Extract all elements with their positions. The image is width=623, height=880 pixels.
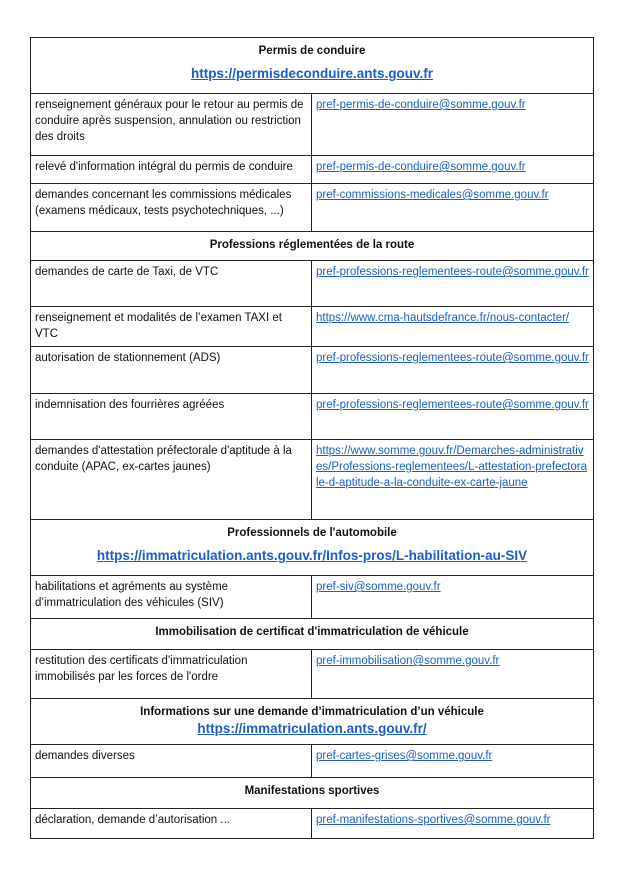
contact-link[interactable]: pref-cartes-grises@somme.gouv.fr (316, 750, 493, 762)
section-header-immobilisation (31, 619, 594, 650)
table-row (31, 184, 594, 232)
row-label: habilitations et agréments au système d’immatriculation des véhicules (SIV) (31, 576, 312, 619)
row-label: demandes concernant les commissions médicales (examens médicaux, tests psychotechniques, ...) (31, 184, 312, 232)
section-title: Immobilisation de certificat d'immatriculation de véhicule (155, 626, 469, 638)
table-row (31, 650, 594, 699)
contact-link[interactable]: pref-permis-de-conduire@somme.gouv.fr (316, 99, 526, 111)
section-title: Permis de conduire (258, 45, 366, 57)
contact-link[interactable]: pref-professions-reglementees-route@somme.gouv.fr (316, 352, 589, 364)
table-row (31, 394, 594, 440)
section-header-immatriculation (31, 699, 594, 745)
table-row (31, 156, 594, 184)
table-row (31, 347, 594, 394)
section-title: Informations sur une demande d’immatriculation d’un véhicule (140, 706, 484, 718)
section-title: Professionnels de l'automobile (227, 527, 397, 539)
contact-link[interactable]: pref-professions-reglementees-route@somme.gouv.fr (316, 399, 589, 411)
row-label: renseignement généraux pour le retour au permis de conduire après suspension, annulation ou restriction des droits (31, 94, 312, 156)
contact-link[interactable]: pref-immobilisation@somme.gouv.fr (316, 655, 500, 667)
contact-link[interactable]: https://www.somme.gouv.fr/Demarches-administratives/Professions-reglementees/L-attestation-prefectorale-d-aptitude-a-la-conduite-ex-carte-jaune (316, 445, 588, 489)
row-label: relevé d'information intégral du permis de conduire (31, 156, 312, 184)
table-row (31, 745, 594, 778)
row-label: restitution des certificats d'immatriculation immobilisés par les forces de l'ordre (31, 650, 312, 699)
section-link[interactable]: https://permisdeconduire.ants.gouv.fr (190, 66, 434, 81)
row-label: demandes diverses (31, 745, 312, 778)
contacts-table (30, 37, 594, 839)
table-row (31, 261, 594, 307)
section-title: Manifestations sportives (244, 785, 380, 797)
row-label: autorisation de stationnement (ADS) (31, 347, 312, 394)
section-link[interactable]: https://immatriculation.ants.gouv.fr/ (197, 721, 427, 736)
row-label: demandes de carte de Taxi, de VTC (31, 261, 312, 307)
section-header-manifestations (31, 778, 594, 809)
contact-link[interactable]: pref-siv@somme.gouv.fr (316, 581, 441, 593)
table-row (31, 440, 594, 520)
table-row (31, 809, 594, 839)
row-label: indemnisation des fourrières agréées (31, 394, 312, 440)
contact-link[interactable]: pref-permis-de-conduire@somme.gouv.fr (316, 161, 526, 173)
section-header-automobile (31, 520, 594, 576)
section-header-permis (31, 38, 594, 94)
row-label: renseignement et modalités de l’examen TAXI et VTC (31, 307, 312, 347)
contact-link[interactable]: pref-professions-reglementees-route@somme.gouv.fr (316, 266, 589, 278)
section-header-professions (31, 232, 594, 261)
section-title: Professions réglementées de la route (209, 239, 415, 251)
row-label: déclaration, demande d’autorisation ... (31, 809, 312, 839)
section-link[interactable]: https://immatriculation.ants.gouv.fr/Infos-pros/L-habilitation-au-SIV (96, 548, 528, 563)
table-row (31, 307, 594, 347)
table-row (31, 576, 594, 619)
contact-link[interactable]: https://www.cma-hautsdefrance.fr/nous-contacter/ (316, 312, 570, 324)
contact-link[interactable]: pref-commissions-medicales@somme.gouv.fr (316, 189, 549, 201)
table-row (31, 94, 594, 156)
row-label: demandes d'attestation préfectorale d'aptitude à la conduite (APAC, ex-cartes jaunes) (31, 440, 312, 520)
contact-link[interactable]: pref-manifestations-sportives@somme.gouv.fr (316, 814, 551, 826)
